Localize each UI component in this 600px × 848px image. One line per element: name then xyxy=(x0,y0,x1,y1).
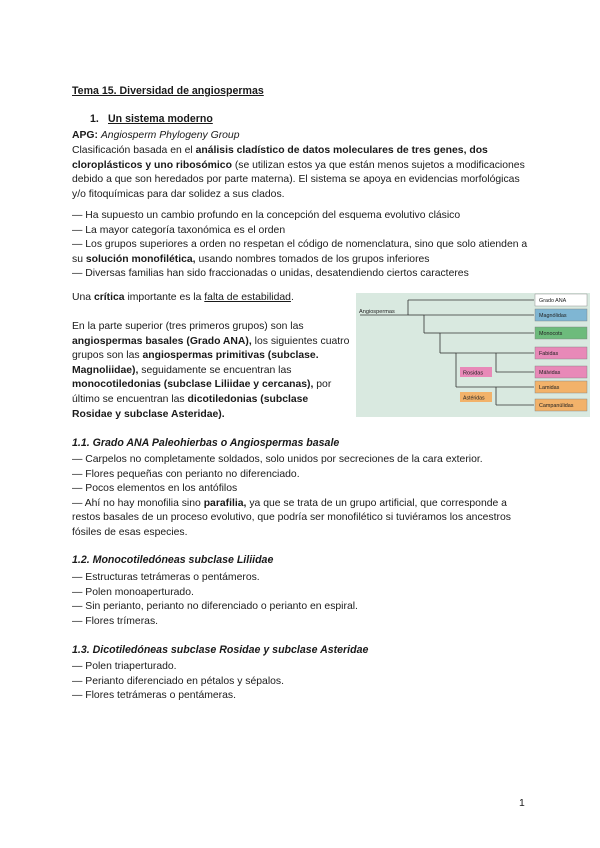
malvidas-label: Málvidas xyxy=(539,370,561,376)
section-1-3-heading: 1.3. Dicotiledóneas subclase Rosidae y subclase Asteridae xyxy=(72,644,369,656)
bold-run: angiospermas basales (Grado ANA), xyxy=(72,335,252,347)
classification-paragraph xyxy=(72,144,532,202)
section-1-heading xyxy=(72,112,213,127)
list-item: — Perianto diferenciado en pétalos y sépalos. xyxy=(72,675,284,687)
underlined-run: falta de estabilidad xyxy=(204,292,291,303)
list-item: — Sin perianto, perianto no diferenciado o perianto en espiral. xyxy=(72,601,358,613)
campanulidas-label: Campanúlidas xyxy=(539,403,574,409)
asteridas-label: Astéridas xyxy=(463,395,485,402)
list-item: — Polen monoaperturado. xyxy=(72,586,194,598)
monocots-label: Monocots xyxy=(539,331,563,337)
grado-ana-label: Grado ANA xyxy=(539,298,567,304)
text-run: los siguientes cuatro grupos son las xyxy=(72,335,350,362)
text-run: importante es la xyxy=(124,292,205,303)
section-1-2-heading: 1.2. Monocotiledóneas subclase Liliidae xyxy=(72,554,274,566)
apg-definition xyxy=(72,129,240,144)
text-run: — Ahí no hay monofilia sino xyxy=(72,497,204,509)
apg-full: Angiosperm Phylogeny Group xyxy=(100,130,240,141)
list-item: — Estructuras tetrámeras o pentámeros. xyxy=(72,572,260,583)
magnolidas-label: Magnólidas xyxy=(539,313,567,319)
section-1-1-list xyxy=(72,453,532,541)
bold-run: crítica xyxy=(93,292,125,303)
text-run: — Los grupos superiores a orden no respetan el código de nomenclatura, sino que solo atienden a su xyxy=(72,239,528,265)
bold-run: análisis cladístico de datos moleculares de tres genes, dos cloroplásticos y uno ribosómico xyxy=(72,145,488,171)
rosidas-label: Rosidas xyxy=(463,370,484,377)
list-item: — Ha supuesto un cambio profundo en la concepción del esquema evolutivo clásico xyxy=(72,210,461,221)
text-run: En la parte superior (tres primeros grupos) son las xyxy=(72,321,304,332)
lamidas-label: Lamidas xyxy=(539,385,560,391)
text-run: Clasificación basada en el xyxy=(72,145,196,156)
text-run: (se utilizan estos ya que están menos sujetos a modificaciones debido a que son heredados por parte materna). El sistema se apoya en evidencias morfológicas y/o fitoquímicas para dar solidez a sus clados. xyxy=(72,159,525,200)
bold-run: monocotiledonias (subclase Liliidae y cercanas), xyxy=(72,379,314,391)
fabidas-label: Fabidas xyxy=(539,351,559,357)
text-run: usando nombres tomados de los grupos inferiores xyxy=(195,253,430,265)
groups-paragraph xyxy=(72,320,350,422)
list-item: — Carpelos no completamente soldados, solo unidos por secreciones de la cara exterior. xyxy=(72,454,483,465)
text-run: . xyxy=(290,292,294,303)
list-item: — Pocos elementos en los antófilos xyxy=(72,483,238,495)
list-item: — Flores pequeñas con perianto no diferenciado. xyxy=(72,468,300,480)
bold-run: angiospermas primitivas (subclase. Magnoliidae), xyxy=(72,350,319,376)
list-item: — Polen triaperturado. xyxy=(72,661,177,672)
text-run: ya que se trata de un grupo artificial, que corresponde a restos basales de un proceso evolutivo, que podría ser monofilético si tuviéramos los ancestros fósiles de esas especies. xyxy=(72,497,511,538)
section-1-3-list xyxy=(72,660,532,704)
phylogeny-tree-figure xyxy=(356,293,590,417)
list-item xyxy=(72,497,532,541)
section-1-2-list xyxy=(72,571,532,629)
text-run: seguidamente se encuentran las xyxy=(138,364,292,376)
list-item: — Flores trímeras. xyxy=(72,615,159,627)
bold-run: dicotiledonias (subclase Rosidae y subclase Asteridae). xyxy=(72,393,309,420)
apg-features-list xyxy=(72,209,532,282)
text-run: Una xyxy=(72,292,94,303)
section-1-1-heading: 1.1. Grado ANA Paleohierbas o Angiospermas basale xyxy=(72,437,340,449)
list-item: — La mayor categoría taxonómica es el orden xyxy=(72,224,286,236)
critique-sentence xyxy=(72,291,294,306)
root-label: Angiospermas xyxy=(359,309,395,315)
list-item: — Diversas familias han sido fraccionadas o unidas, desatendiendo ciertos caracteres xyxy=(72,268,469,280)
apg-abbr: APG: xyxy=(72,130,98,141)
bold-run: solución monofilética, xyxy=(85,253,196,265)
section-1-number: 1. xyxy=(90,113,99,125)
section-1-title: Un sistema moderno xyxy=(108,113,213,125)
bold-run: parafilia, xyxy=(203,497,247,509)
list-item: — Flores tetrámeras o pentámeras. xyxy=(72,690,237,702)
text-run: por último se encuentran las xyxy=(72,379,332,405)
list-item xyxy=(72,238,532,267)
document-title: Tema 15. Diversidad de angiospermas xyxy=(72,85,264,97)
page-number: 1 xyxy=(519,798,525,809)
